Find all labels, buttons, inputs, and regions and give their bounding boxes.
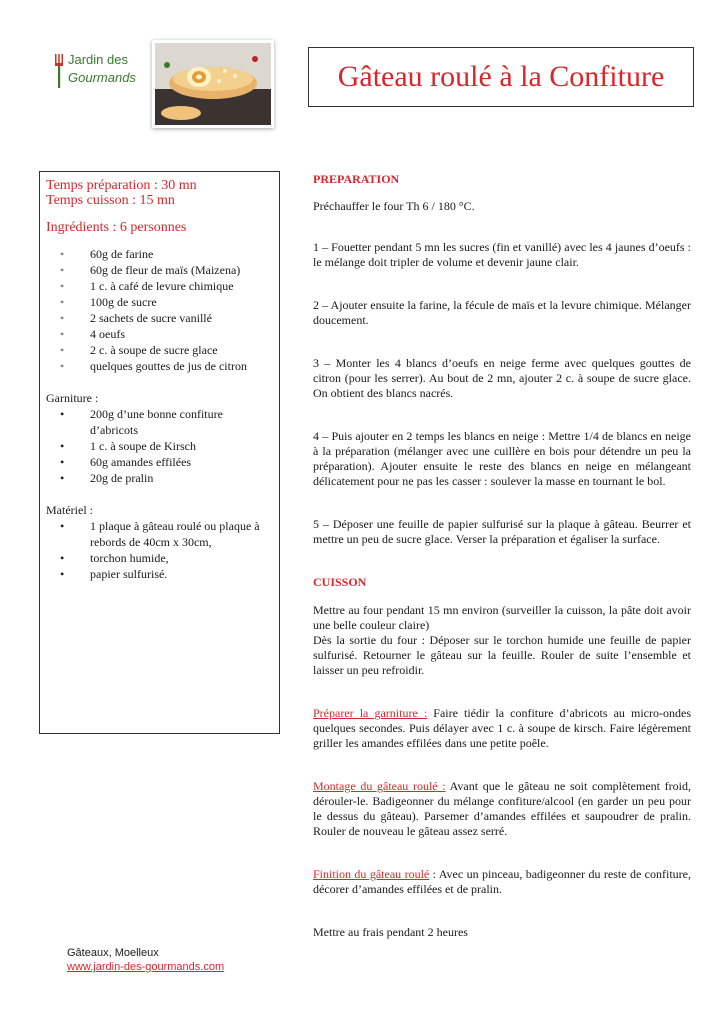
materiel-list [46, 518, 273, 582]
preparation-heading: PREPARATION [313, 172, 400, 186]
footer-link[interactable]: www.jardin-des-gourmands.com [67, 961, 225, 973]
preheat-text: Préchauffer le four Th 6 / 180 °C. [313, 199, 475, 213]
list-item: • papier sulfurisé. [46, 566, 273, 582]
list-item: • torchon humide, [46, 550, 273, 566]
list-item: • 1 plaque à gâteau roulé ou plaque à rebords de 40cm x 30cm, [46, 518, 273, 550]
list-item: • 100g de sucre [46, 294, 273, 310]
fork-icon [54, 54, 64, 88]
list-item: • 60g amandes effilées [46, 454, 273, 470]
list-item: • 200g d’une bonne confiture d’abricots [46, 406, 273, 438]
list-item: • quelques gouttes de jus de citron [46, 358, 273, 374]
list-item: • 1 c. à soupe de Kirsch [46, 438, 273, 454]
footer [67, 946, 224, 974]
montage-step-text: Avant que le gâteau ne soit complètement froid, dérouler-le. Badigeonner du mélange confiture/alcool (en garder un peu pour le dessus du gâteau). Parsemer d’amandes effilées et saupoudrer de pralin. Rouler de nouveau le gâteau assez serré. [313, 779, 691, 838]
cuisson-text-2: Dès la sortie du four : Déposer sur le torchon humide une feuille de papier sulfurisé. Retourner le gâteau sur la feuille. Rouler de suite l’ensemble et laisser un peu refroidir. [313, 633, 691, 677]
ingredients-panel [39, 171, 280, 734]
list-item: • 20g de pralin [46, 470, 273, 486]
finition-step-text: : Avec un pinceau, badigeonner du reste de confiture, décorer d’amandes effilées et de pralin. [313, 867, 691, 896]
finition-step-label: Finition du gâteau roulé [313, 867, 430, 881]
step-3: 3 – Monter les 4 blancs d’oeufs en neige ferme avec quelques gouttes de citron (pour les serrer). Au bout de 2 mn, ajouter 2 c. à soupe de sucre glace. On obtient des blancs nacrés. [313, 356, 691, 400]
logo-line1: Jardin des [68, 52, 128, 67]
recipe-title: Gâteau roulé à la Confiture [337, 60, 665, 93]
recipe-photo [152, 40, 274, 128]
cuisson-text-1: Mettre au four pendant 15 mn environ (surveiller la cuisson, la pâte doit avoir une belle couleur claire) [313, 603, 691, 632]
garniture-step-text: Faire tiédir la confiture d’abricots au micro-ondes quelques secondes. Puis délayer avec 1 c. à soupe de kirsch. Faire légèrement griller les amandes effilées dans une petite poêle. [313, 706, 691, 750]
garniture-label: Garniture : [46, 391, 99, 405]
list-item: • 2 sachets de sucre vanillé [46, 310, 273, 326]
recipe-title-box [308, 47, 694, 107]
list-item: • 1 c. à café de levure chimique [46, 278, 273, 294]
step-5: 5 – Déposer une feuille de papier sulfurisé sur la plaque à gâteau. Beurrer et mettre un peu de sucre glace. Verser la préparation et égaliser la surface. [313, 517, 691, 546]
logo-line2: Gourmands [68, 70, 136, 85]
montage-step [313, 779, 691, 839]
garniture-step [313, 706, 691, 751]
step-2: 2 – Ajouter ensuite la farine, la fécule de maïs et la levure chimique. Mélanger doucement. [313, 298, 691, 327]
ingredients-list [46, 246, 273, 374]
list-item: • 60g de fleur de maïs (Maizena) [46, 262, 273, 278]
instructions-column [313, 172, 691, 940]
list-item: • 2 c. à soupe de sucre glace [46, 342, 273, 358]
montage-step-label: Montage du gâteau roulé : [313, 779, 446, 793]
step-1: 1 – Fouetter pendant 5 mn les sucres (fin et vanillé) avec les 4 jaunes d’oeufs : le mélange doit tripler de volume et devenir jaune clair. [313, 240, 691, 269]
list-item: • 4 oeufs [46, 326, 273, 342]
list-item: • 60g de farine [46, 246, 273, 262]
footer-category: Gâteaux, Moelleux [67, 947, 159, 959]
prep-time: Temps préparation : 30 mn [46, 178, 197, 193]
garniture-list [46, 406, 273, 486]
cook-time: Temps cuisson : 15 mn [46, 193, 175, 208]
ingredients-title: Ingrédients : 6 personnes [46, 220, 187, 235]
step-4: 4 – Puis ajouter en 2 temps les blancs en neige : Mettre 1/4 de blancs en neige à la préparation (mélanger avec une cuillère en bois pour détendre un peu la préparation). Ajouter ensuite le reste des blancs en neige en mélangeant délicatement pour ne pas les casser : soulever la masse en tournant le bol. [313, 429, 691, 488]
cuisson-heading: CUISSON [313, 575, 367, 589]
garniture-step-label: Préparer la garniture : [313, 706, 428, 720]
finition-step [313, 867, 691, 897]
site-logo [50, 48, 140, 98]
final-step: Mettre au frais pendant 2 heures [313, 925, 468, 939]
materiel-label: Matériel : [46, 503, 93, 517]
